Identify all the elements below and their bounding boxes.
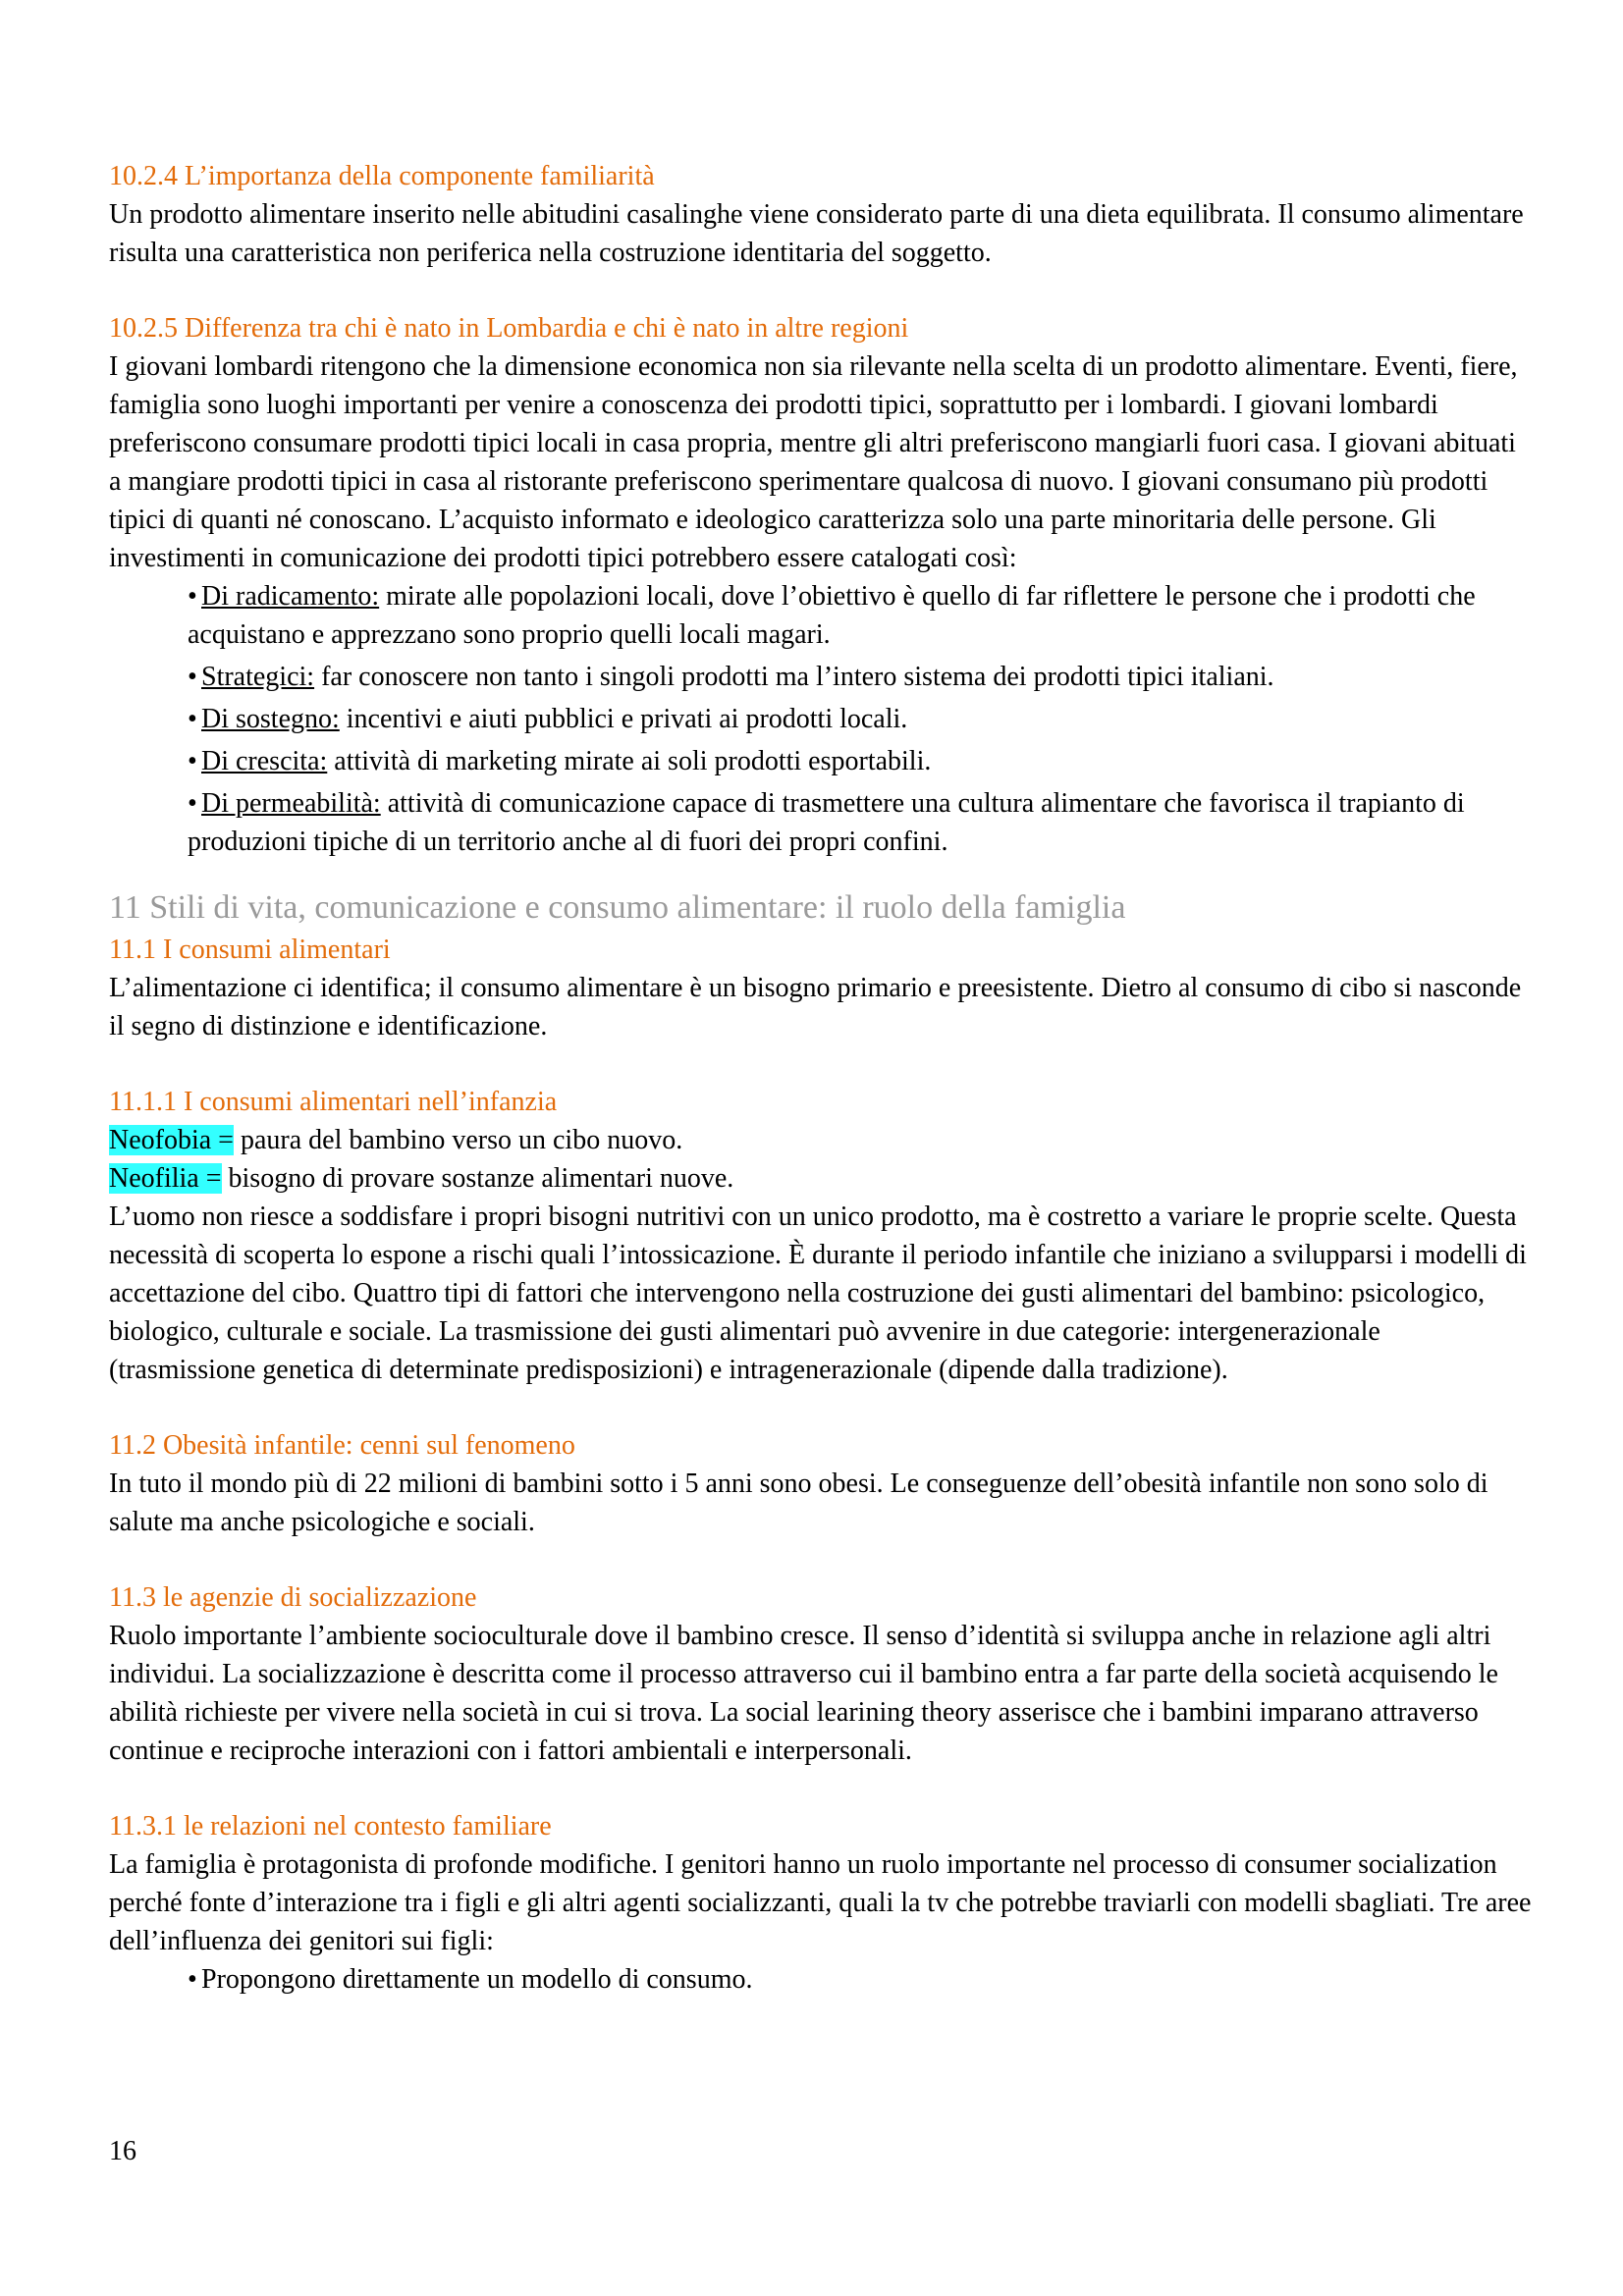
list-item — [109, 658, 1533, 696]
paragraph: L’uomo non riesce a soddisfare i propri bisogni nutritivi con un unico prodotto, ma è costretto a variare le proprie scelte. Questa necessità di scoperta lo espone a rischi quali l’intossicazione. È durante il periodo infantile che iniziano a svilupparsi i modelli di accettazione del cibo. Quattro tipi di fattori che intervengono nella costruzione dei gusti alimentari del bambino: psicologico, biologico, culturale e sociale. La trasmissione dei gusti alimentari può avvenire in due categorie: intergenerazionale (trasmissione genetica di determinate predisposizioni) e intragenerazionale (dipende dalla tradizione). — [109, 1201, 1527, 1385]
page-number: 16 — [109, 2136, 136, 2166]
paragraph: Un prodotto alimentare inserito nelle abitudini casalinghe viene considerato parte di una dieta equilibrata. Il consumo alimentare risulta una caratteristica non periferica nella costruzione identitaria del soggetto. — [109, 199, 1524, 268]
list-item-desc: attività di marketing mirate ai soli prodotti esportabili. — [327, 746, 932, 776]
paragraph: Ruolo importante l’ambiente socioculturale dove il bambino cresce. Il senso d’identità si sviluppa anche in relazione agli altri individui. La socializzazione è descritta come il processo attraverso cui il bambino entra a far parte della società acquisendo le abilità richieste per vivere nella società in cui si trova. La social learining theory asserisce che i bambini imparano attraverso continue e reciproche interazioni con i fattori ambientali e interpersonali. — [109, 1621, 1498, 1766]
section-heading-11-1: 11.1 I consumi alimentari — [109, 934, 391, 965]
document-page — [109, 157, 1533, 1999]
section-heading-11-2: 11.2 Obesità infantile: cenni sul fenomeno — [109, 1430, 575, 1461]
list-item-term: Di radicamento: — [201, 581, 380, 612]
list-item — [109, 742, 1533, 780]
section-heading-11-1-1: 11.1.1 I consumi alimentari nell’infanzia — [109, 1087, 558, 1117]
paragraph: L’alimentazione ci identifica; il consumo alimentare è un bisogno primario e preesistente. Dietro al consumo di cibo si nasconde il segno di distinzione e identificazione. — [109, 973, 1522, 1041]
list-item — [109, 700, 1533, 738]
definition-text: bisogno di provare sostanze alimentari nuove. — [221, 1163, 734, 1194]
highlighted-term: Neofobia = — [109, 1125, 234, 1155]
paragraph: La famiglia è protagonista di profonde modifiche. I genitori hanno un ruolo importante nel processo di consumer socialization perché fonte d’interazione tra i figli e gli altri agenti socializzanti, quali la tv che potrebbe traviarli con modelli sbagliati. Tre aree dell’influenza dei genitori sui figli: — [109, 1849, 1532, 1956]
list-item — [109, 784, 1533, 861]
paragraph: In tuto il mondo più di 22 milioni di bambini sotto i 5 anni sono obesi. Le conseguenze dell’obesità infantile non sono solo di salute ma anche psicologiche e sociali. — [109, 1468, 1488, 1537]
list-item-term: Di crescita: — [201, 746, 328, 776]
list-item-desc: far conoscere non tanto i singoli prodotti ma l’intero sistema dei prodotti tipici italiani. — [314, 662, 1274, 692]
list-item-term: Strategici: — [201, 662, 315, 692]
definition-neofilia — [109, 1159, 1533, 1198]
list-item — [109, 577, 1533, 654]
section-heading-11-3: 11.3 le agenzie di socializzazione — [109, 1582, 477, 1613]
section-heading-10-2-4: 10.2.4 L’importanza della componente familiarità — [109, 161, 655, 191]
list-item-term: Di permeabilità: — [201, 788, 381, 819]
bullet-list — [109, 577, 1533, 861]
section-heading-10-2-5: 10.2.5 Differenza tra chi è nato in Lombardia e chi è nato in altre regioni — [109, 313, 909, 344]
list-item-term: Di sostegno: — [201, 704, 340, 734]
section-heading-11-3-1: 11.3.1 le relazioni nel contesto familiare — [109, 1811, 552, 1842]
definition-neofobia — [109, 1121, 1533, 1159]
bullet-list — [109, 1960, 1533, 1999]
list-item-desc: incentivi e aiuti pubblici e privati ai prodotti locali. — [339, 704, 908, 734]
paragraph: I giovani lombardi ritengono che la dimensione economica non sia rilevante nella scelta di un prodotto alimentare. Eventi, fiere, famiglia sono luoghi importanti per venire a conoscenza dei prodotti tipici, soprattutto per i lombardi. I giovani lombardi preferiscono consumare prodotti tipici locali in casa propria, mentre gli altri preferiscono mangiarli fuori casa. I giovani abituati a mangiare prodotti tipici in casa al ristorante preferiscono sperimentare qualcosa di nuovo. I giovani consumano più prodotti tipici di quanti né conoscano. L’acquisto informato e ideologico caratterizza solo una parte minoritaria delle persone. Gli investimenti in comunicazione dei prodotti tipici potrebbero essere catalogati così: — [109, 351, 1518, 573]
highlighted-term: Neofilia = — [109, 1163, 222, 1194]
list-item-desc: mirate alle popolazioni locali, dove l’obiettivo è quello di far riflettere le persone che i prodotti che acquistano e apprezzano sono proprio quelli locali magari. — [188, 581, 1476, 650]
list-item: • Propongono direttamente un modello di consumo. — [109, 1960, 1533, 1999]
list-item-desc: attività di comunicazione capace di trasmettere una cultura alimentare che favorisca il trapianto di produzioni tipiche di un territorio anche al di fuori dei propri confini. — [188, 788, 1465, 857]
chapter-heading-11: 11 Stili di vita, comunicazione e consumo alimentare: il ruolo della famiglia — [109, 889, 1126, 926]
definition-text: paura del bambino verso un cibo nuovo. — [233, 1125, 683, 1155]
